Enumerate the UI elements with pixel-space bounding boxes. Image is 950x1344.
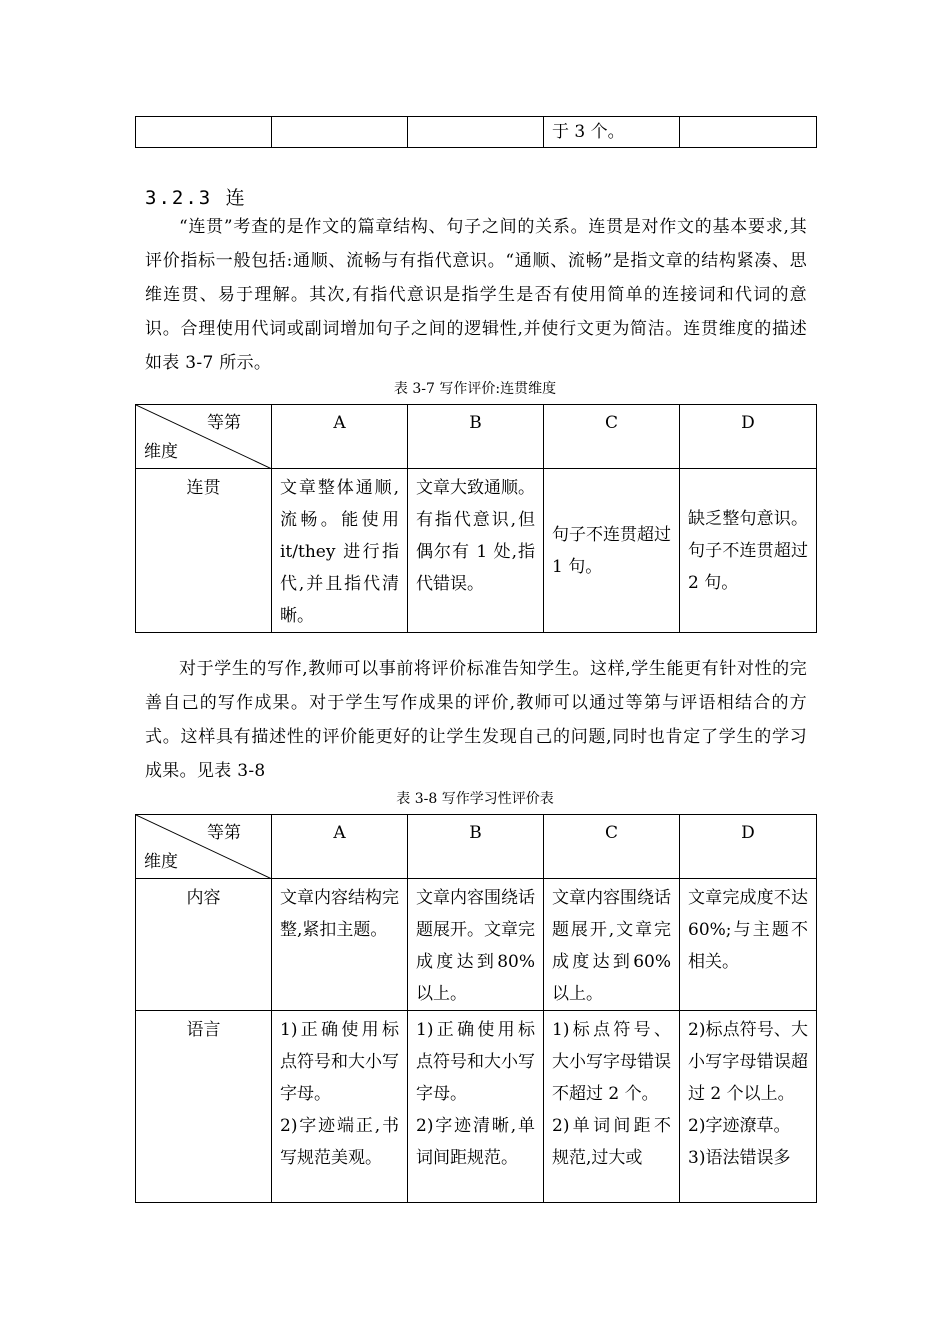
criteria-cell: 文章整体通顺,流畅。能使用 it/they 进行指代,并且指代清晰。 xyxy=(272,469,408,633)
table-3-7 xyxy=(135,404,817,633)
table-3-8-caption: 表 3-8 写作学习性评价表 xyxy=(396,791,554,807)
row-label-language: 语言 xyxy=(136,1011,272,1203)
grade-header-a: A xyxy=(272,815,408,879)
paragraph-coherence: “连贯”考查的是作文的篇章结构、句子之间的关系。连贯是对作文的基本要求,其评价指标一般包括:通顺、流畅与有指代意识。“通顺、流畅”是指文章的结构紧凑、思维连贯、易于理解。其次,有指代意识是指学生是否有使用简单的连接词和代词的意识。合理使用代词或副词增加句子之间的逻辑性,并使行文更为简洁。连贯维度的描述如表 3-7 所示。 xyxy=(145,217,807,373)
criteria-cell: 文章内容围绕话题展开,文章完成度达到60%以上。 xyxy=(544,879,680,1011)
criteria-cell: 文章内容围绕话题展开。文章完成度达到80%以上。 xyxy=(408,879,544,1011)
corner-header-cell xyxy=(136,815,272,879)
grade-header-d: D xyxy=(680,815,817,879)
criteria-cell: 2)标点符号、大小写字母错误超过 2 个以上。 2)字迹潦草。 3)语法错误多 xyxy=(680,1011,817,1203)
criteria-cell: 文章大致通顺。有指代意识,但偶尔有 1 处,指代错误。 xyxy=(408,469,544,633)
criteria-cell: 1)正确使用标点符号和大小写字母。 2)字迹清晰,单词间距规范。 xyxy=(408,1011,544,1203)
criteria-cell: 句子不连贯超过 1 句。 xyxy=(544,469,680,633)
grade-header-d: D xyxy=(680,405,817,469)
grade-label: 等第 xyxy=(207,413,241,433)
fragment-cell: 于 3 个。 xyxy=(544,117,680,148)
criteria-cell: 文章内容结构完整,紧扣主题。 xyxy=(272,879,408,1011)
fragment-cell xyxy=(136,117,272,148)
dimension-label: 维度 xyxy=(144,852,178,872)
grade-header-b: B xyxy=(408,815,544,879)
paragraph-feedback: 对于学生的写作,教师可以事前将评价标准告知学生。这样,学生能更有针对性的完善自己的写作成果。对于学生写作成果的评价,教师可以通过等第与评语相结合的方式。这样具有描述性的评价能更好的让学生发现自己的问题,同时也肯定了学生的学习成果。见表 3-8 xyxy=(145,659,807,781)
continued-table-fragment xyxy=(135,116,817,148)
fragment-cell xyxy=(408,117,544,148)
fragment-cell xyxy=(680,117,817,148)
criteria-cell: 文章完成度不达 60%;与主题不相关。 xyxy=(680,879,817,1011)
grade-header-b: B xyxy=(408,405,544,469)
table-3-8 xyxy=(135,814,817,1203)
criteria-cell: 1)正确使用标点符号和大小写字母。 2)字迹端正,书写规范美观。 xyxy=(272,1011,408,1203)
grade-header-c: C xyxy=(544,815,680,879)
corner-header-cell xyxy=(136,405,272,469)
grade-header-c: C xyxy=(544,405,680,469)
row-label-content: 内容 xyxy=(136,879,272,1011)
section-heading: 3.2.3 连 xyxy=(145,187,247,209)
dimension-label: 维度 xyxy=(144,442,178,462)
table-3-7-caption: 表 3-7 写作评价:连贯维度 xyxy=(393,381,557,397)
row-label-coherence: 连贯 xyxy=(136,469,272,633)
criteria-cell: 缺乏整句意识。句子不连贯超过 2 句。 xyxy=(680,469,817,633)
fragment-cell xyxy=(272,117,408,148)
grade-header-a: A xyxy=(272,405,408,469)
criteria-cell: 1)标点符号、大小写字母错误不超过 2 个。 2)单词间距不规范,过大或 xyxy=(544,1011,680,1203)
grade-label: 等第 xyxy=(207,823,241,843)
